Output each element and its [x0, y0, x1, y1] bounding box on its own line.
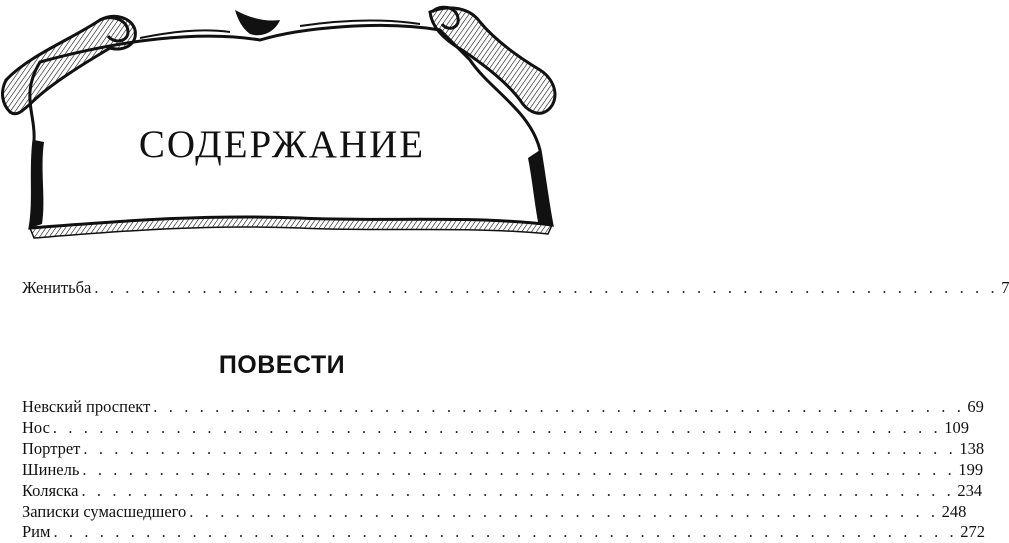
toc-leader-dots: . . . . . . . . . . . . . . . . . . . . . . . . . . . . . . . . . . . . . . . . . . . . . . . . . . . . . . . . .	[81, 481, 955, 500]
toc-leader-dots: . . . . . . . . . . . . . . . . . . . . . . . . . . . . . . . . . . . . . . . . . . . . . . . . . . . . .	[153, 397, 965, 416]
toc-leader-dots: . . . . . . . . . . . . . . . . . . . . . . . . . . . . . . . . . . . . . . . . . . . . . . . . . . . . . . . . . .	[52, 418, 942, 437]
toc-entry-page: 7	[1001, 278, 1009, 297]
toc-entry-title: Шинель	[22, 460, 80, 479]
scroll-banner-graphic	[0, 0, 564, 240]
toc-leader-dots: . . . . . . . . . . . . . . . . . . . . . . . . . . . . . . . . . . . . . . . . . . . . . . . . . . . . . . . . .	[83, 439, 957, 458]
toc-entry	[22, 417, 970, 439]
toc-entry-page: 138	[959, 439, 985, 458]
toc-entry	[22, 501, 967, 523]
toc-leader-dots: . . . . . . . . . . . . . . . . . . . . . . . . . . . . . . . . . . . . . . . . . . . . . . . . . . . . . . . . . . .	[94, 278, 999, 297]
toc-entry-title: Рим	[22, 522, 51, 541]
toc-entry	[22, 521, 986, 543]
toc-entry	[22, 396, 984, 418]
toc-entry-title: Портрет	[22, 439, 81, 458]
toc-entry-page: 69	[967, 397, 984, 416]
page-title: СОДЕРЖАНИЕ	[138, 123, 426, 166]
toc-entry-page: 234	[957, 481, 983, 500]
toc-entry	[22, 277, 1009, 299]
toc-entry-page: 199	[958, 460, 984, 479]
section-heading: ПОВЕСТИ	[218, 351, 346, 379]
toc-entry	[22, 438, 985, 460]
toc-leader-dots: . . . . . . . . . . . . . . . . . . . . . . . . . . . . . . . . . . . . . . . . . . . . . . . . . . . . . . . . .	[82, 460, 956, 479]
toc-entry-title: Коляска	[22, 481, 79, 500]
toc-leader-dots: . . . . . . . . . . . . . . . . . . . . . . . . . . . . . . . . . . . . . . . . . . . . . . . . . . . . . . . . . . .	[53, 522, 958, 541]
toc-entry-page: 272	[960, 522, 986, 541]
toc-entry-title: Записки сумасшедшего	[22, 502, 187, 521]
toc-leader-dots: . . . . . . . . . . . . . . . . . . . . . . . . . . . . . . . . . . . . . . . . . . . . . . . . .	[189, 502, 939, 521]
toc-entry-title: Нос	[22, 418, 50, 437]
toc-entry	[22, 480, 983, 502]
toc-entry-page: 109	[944, 418, 970, 437]
scroll-ornament	[0, 0, 564, 240]
toc-entry-title: Женитьба	[22, 278, 92, 297]
toc-entry-page: 248	[941, 502, 967, 521]
toc-entry-title: Невский проспект	[22, 397, 151, 416]
toc-entry	[22, 459, 984, 481]
